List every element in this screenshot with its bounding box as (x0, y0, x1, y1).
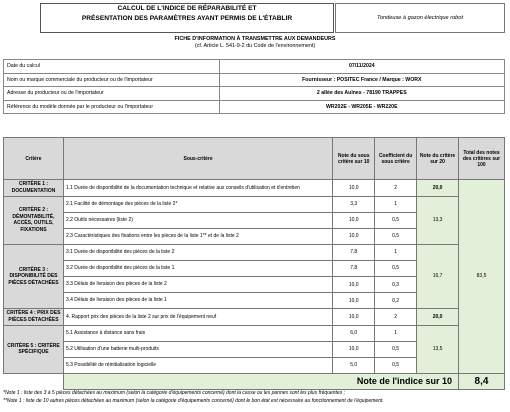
sous-critere-label: 3.1 Durée de disponibilité des pièces de la liste 2 (63, 244, 332, 260)
table-row (4, 309, 505, 326)
table-row (4, 196, 505, 212)
sous-critere-label: 2.1 Facilité de démontage des pièces de la liste 2* (63, 196, 332, 212)
critere-3-label: CRITÈRE 3 : DISPONIBILITÉ DES PIÈCES DÉTACHÉES (4, 244, 64, 308)
sous-critere-coef: 2 (375, 309, 417, 326)
sous-critere-note: 10,0 (333, 180, 375, 197)
table-row (4, 180, 505, 197)
sous-critere-note: 10,0 (333, 293, 375, 309)
sous-critere-note: 6,0 (333, 325, 375, 341)
critere-5-note: 13,5 (417, 325, 459, 373)
info-row (4, 100, 505, 114)
total-notes: 83,5 (459, 180, 505, 374)
critere-3-note: 16,7 (417, 244, 459, 308)
sous-critere-note: 3,3 (333, 196, 375, 212)
footnote-1: *Note 1 : liste des 3 à 5 pièces détachées au maximum (selon la catégorie d'équipements concerné) dont la casse ou les pannes sont les plus fréquentes ; (3, 390, 345, 396)
table-row (4, 325, 505, 341)
info-label: Adresse du producteur ou de l'importateur (4, 87, 220, 101)
criteria-table (3, 137, 505, 390)
critere-4-note: 20,0 (417, 309, 459, 326)
sous-critere-coef: 0,5 (375, 212, 417, 228)
sous-critere-note: 10,0 (333, 341, 375, 357)
sous-critere-label: 4. Rapport prix des pièces de la liste 2 sur prix de l'équipement neuf (63, 309, 332, 326)
info-value: Fournisseur : POSITEC France / Marque : WORX (219, 73, 504, 87)
critere-1-note: 20,0 (417, 180, 459, 197)
sous-critere-coef: 0,5 (375, 357, 417, 373)
info-value: 2 allée des Aulnes - 78190 TRAPPES (219, 87, 504, 101)
sous-critere-coef: 0,5 (375, 341, 417, 357)
col-header-sous-critere: Sous-critère (63, 138, 332, 180)
product-name: Tondeuse à gazon électrique robot (335, 3, 505, 33)
fiche-line-1: FICHE D'INFORMATION À TRANSMETTRE AUX DEMANDEURS (174, 36, 336, 42)
sous-critere-coef: 0,5 (375, 260, 417, 276)
info-table (3, 59, 505, 114)
fiche-heading (0, 36, 510, 50)
sous-critere-coef: 0,3 (375, 276, 417, 292)
critere-2-note: 13,3 (417, 196, 459, 244)
sous-critere-coef: 0,5 (375, 228, 417, 244)
final-spacer (4, 373, 64, 389)
table-row (4, 244, 505, 260)
info-value: 07/11/2024 (219, 60, 504, 74)
info-label: Nom ou marque commerciale du producteur ou de l'importateur (4, 73, 220, 87)
footnotes (3, 389, 510, 405)
critere-1-label: CRITÈRE 1 : DOCUMENTATION (4, 180, 64, 197)
info-row (4, 60, 505, 74)
info-row (4, 87, 505, 101)
info-row (4, 73, 505, 87)
final-row (4, 373, 505, 389)
col-header-coef: Coefficient du sous critère (375, 138, 417, 180)
document-title (40, 3, 334, 33)
col-header-total: Total des notes des critères sur 100 (459, 138, 505, 180)
col-header-note20: Note du critère sur 20 (417, 138, 459, 180)
sous-critere-label: 2.3 Caractéristiques des fixations entre les pièces de la liste 1** et de la liste 2 (63, 228, 332, 244)
sous-critere-coef: 2 (375, 180, 417, 197)
sous-critere-coef: 1 (375, 196, 417, 212)
sous-critere-note: 10,0 (333, 212, 375, 228)
sous-critere-note: 10,0 (333, 309, 375, 326)
sous-critere-label: 3.3 Délais de livraison des pièces de la liste 2 (63, 276, 332, 292)
info-label: Référence du modèle donnée par le producteur ou l'importateur (4, 100, 220, 114)
sous-critere-coef: 1 (375, 244, 417, 260)
title-line-2: PRÉSENTATION DES PARAMÈTRES AYANT PERMIS DE L'ÉTABLIR (81, 15, 293, 22)
title-line-1: CALCUL DE L'INDICE DE RÉPARABILITÉ ET (117, 5, 257, 12)
sous-critere-label: 5.1 Assistance à distance sans frais (63, 325, 332, 341)
critere-5-label: CRITÈRE 5 : CRITÈRE SPÉCIFIQUE (4, 325, 64, 373)
sous-critere-label: 1.1 Durée de disponibilité de la documentation technique et relative aux conseils d'utilisation et d'entretien (63, 180, 332, 197)
col-header-note-sous: Note du sous critère sur 10 (333, 138, 375, 180)
sous-critere-label: 5.3 Possibilité de réinitialisation logicielle (63, 357, 332, 373)
final-score-value: 8,4 (459, 373, 505, 389)
sous-critere-label: 3.2 Durée de disponibilité des pièces de la liste 1 (63, 260, 332, 276)
info-value: WR202E - WR205E - WR220E (219, 100, 504, 114)
footnote-2: **Note 1 : liste de 10 autres pièces détachées au maximum (selon la catégorie d'équipements concerné) dont le bon état est nécessaire au fonctionnement de l'équipement. (3, 398, 384, 404)
sous-critere-coef: 1 (375, 325, 417, 341)
sous-critere-coef: 0,2 (375, 293, 417, 309)
sous-critere-label: 2.2 Outils nécessaires (liste 2) (63, 212, 332, 228)
info-label: Date du calcul (4, 60, 220, 74)
sous-critere-note: 7,8 (333, 244, 375, 260)
sous-critere-label: 5.2 Utilisation d'une batterie multi-produits (63, 341, 332, 357)
col-header-critere: Critère (4, 138, 64, 180)
critere-4-label: CRITÈRE 4 : PRIX DES PIÈCES DÉTACHÉES (4, 309, 64, 326)
sous-critere-label: 3.4 Délais de livraison des pièces de la liste 1 (63, 293, 332, 309)
sous-critere-note: 7,8 (333, 260, 375, 276)
sous-critere-note: 10,0 (333, 228, 375, 244)
final-score-label: Note de l'indice sur 10 (63, 373, 458, 389)
critere-2-label: CRITÈRE 2 : DÉMONTABILITÉ, ACCÈS, OUTILS, FIXATIONS (4, 196, 64, 244)
header-row (4, 138, 505, 180)
fiche-line-2: (cf. Article L. 541-9-2 du Code de l'environnement) (194, 43, 316, 49)
sous-critere-note: 10,0 (333, 276, 375, 292)
sous-critere-note: 5,0 (333, 357, 375, 373)
